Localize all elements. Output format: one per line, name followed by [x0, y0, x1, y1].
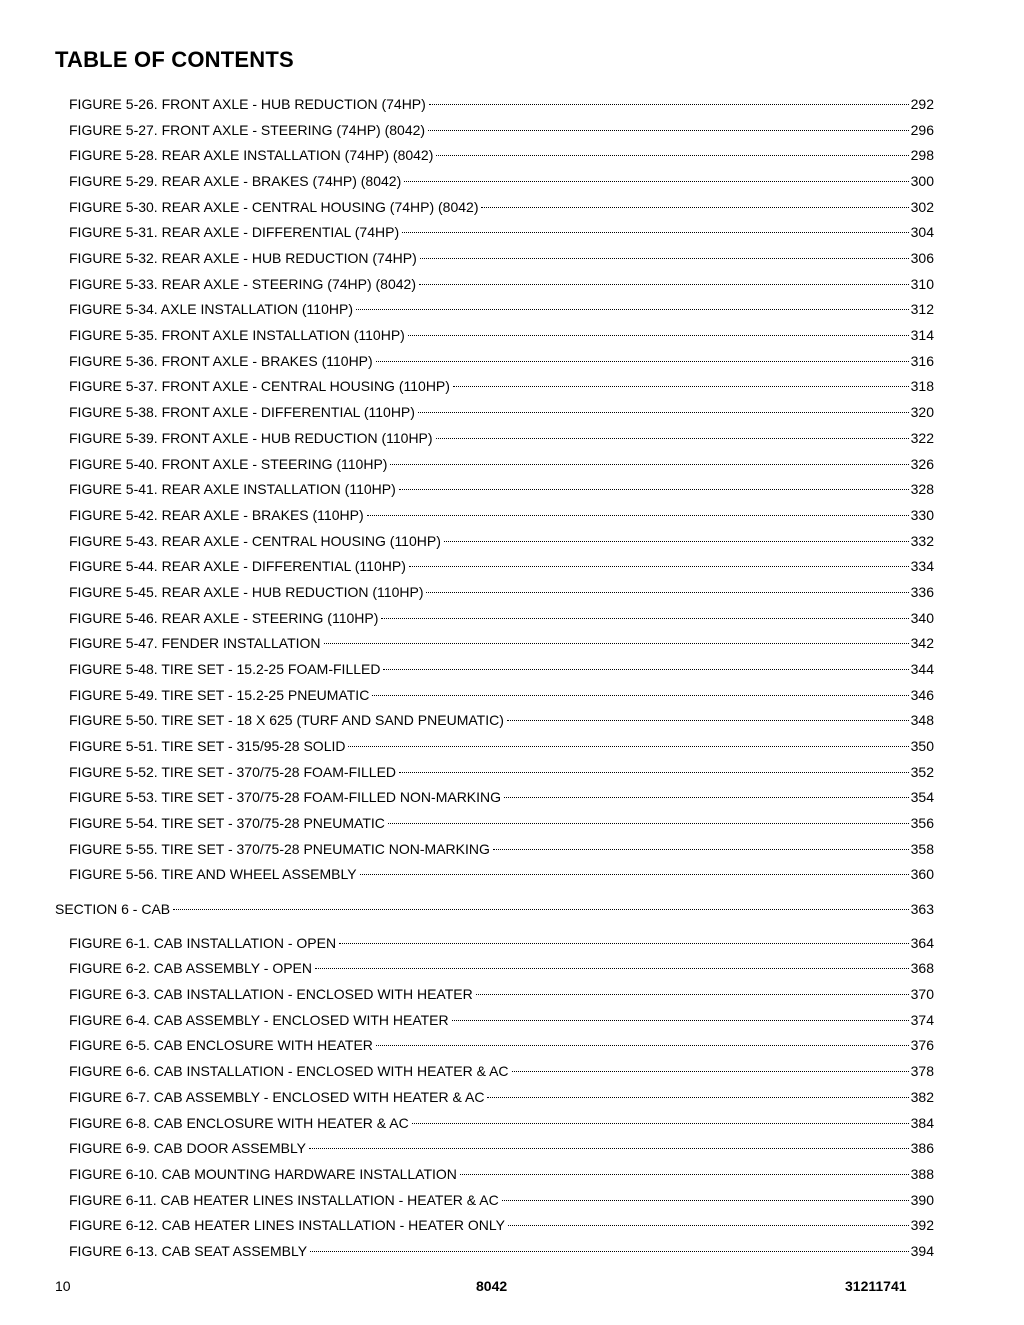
toc-entry[interactable]: [69, 1212, 934, 1233]
toc-entry-label: FIGURE 5-49. TIRE SET - 15.2-25 PNEUMATIC: [69, 687, 370, 703]
toc-entry-label: FIGURE 5-43. REAR AXLE - CENTRAL HOUSING (110HP): [69, 533, 441, 549]
toc-entry-label: FIGURE 5-47. FENDER INSTALLATION: [69, 635, 321, 651]
dot-leader: [434, 142, 909, 160]
dot-leader: [374, 348, 910, 366]
dot-leader: [410, 1110, 910, 1128]
toc-entry-label: FIGURE 5-33. REAR AXLE - STEERING (74HP) (8042): [69, 276, 416, 292]
dot-leader: [500, 1187, 910, 1205]
dot-leader: [426, 117, 910, 135]
toc-entry-label: FIGURE 5-48. TIRE SET - 15.2-25 FOAM-FILLED: [69, 661, 381, 677]
toc-entry-page: 302: [910, 199, 934, 215]
toc-entry-page: 342: [910, 635, 934, 651]
toc-entry[interactable]: [69, 930, 934, 951]
toc-entry-page: 356: [910, 815, 934, 831]
toc-entry-page: 364: [910, 935, 934, 951]
dot-leader: [434, 425, 910, 443]
dot-leader: [427, 91, 910, 109]
toc-entry-label: FIGURE 6-11. CAB HEATER LINES INSTALLATION - HEATER & AC: [69, 1192, 499, 1208]
toc-entry-label: FIGURE 5-45. REAR AXLE - HUB REDUCTION (110HP): [69, 584, 424, 600]
toc-entry-page: 322: [910, 430, 934, 446]
toc-entry-label: FIGURE 5-54. TIRE SET - 370/75-28 PNEUMATIC: [69, 815, 385, 831]
toc-entry-label: FIGURE 5-35. FRONT AXLE INSTALLATION (110HP): [69, 327, 405, 343]
dot-leader: [379, 605, 909, 623]
toc-section-entry[interactable]: [55, 896, 934, 917]
toc-entry-label: FIGURE 6-8. CAB ENCLOSURE WITH HEATER & AC: [69, 1115, 409, 1131]
toc-entry-page: 326: [910, 456, 934, 472]
toc-entry-page: 304: [910, 224, 934, 240]
dot-leader: [491, 836, 910, 854]
toc-entry[interactable]: [69, 296, 934, 317]
toc-entry-page: 346: [910, 687, 934, 703]
toc-entry-page: 312: [910, 301, 934, 317]
toc-entry[interactable]: [69, 1135, 934, 1156]
toc-entry-label: FIGURE 6-12. CAB HEATER LINES INSTALLATION - HEATER ONLY: [69, 1217, 505, 1233]
toc-entry[interactable]: [69, 656, 934, 677]
toc-entry-page: 394: [910, 1243, 934, 1259]
dot-leader: [374, 1032, 910, 1050]
toc-entry[interactable]: [69, 1238, 934, 1259]
dot-leader: [479, 194, 909, 212]
dot-leader: [388, 451, 909, 469]
toc-entry-page: 292: [910, 96, 934, 112]
toc-entry-page: 388: [910, 1166, 934, 1182]
toc-entry[interactable]: [69, 682, 934, 703]
toc-entry[interactable]: [69, 1110, 934, 1131]
toc-entry[interactable]: [69, 476, 934, 497]
toc-entry[interactable]: [69, 451, 934, 472]
toc-entry[interactable]: [69, 528, 934, 549]
toc-entry-label: FIGURE 6-9. CAB DOOR ASSEMBLY: [69, 1140, 307, 1156]
toc-entry[interactable]: [69, 168, 934, 189]
toc-entry-label: FIGURE 5-32. REAR AXLE - HUB REDUCTION (74HP): [69, 250, 417, 266]
toc-entry-label: FIGURE 5-34. AXLE INSTALLATION (110HP): [69, 301, 353, 317]
footer-part-number: 31211741: [845, 1278, 907, 1294]
toc-entry-page: 358: [910, 841, 934, 857]
toc-entry-label: FIGURE 5-40. FRONT AXLE - STEERING (110HP): [69, 456, 388, 472]
toc-entry-label: FIGURE 5-52. TIRE SET - 370/75-28 FOAM-FILLED: [69, 764, 397, 780]
toc-entry-label: FIGURE 5-26. FRONT AXLE - HUB REDUCTION (74HP): [69, 96, 426, 112]
toc-entry-label: FIGURE 5-38. FRONT AXLE - DIFFERENTIAL (110HP): [69, 404, 415, 420]
toc-entry[interactable]: [69, 142, 934, 163]
toc-entry-label: SECTION 6 - CAB: [55, 901, 171, 917]
toc-entry[interactable]: [69, 425, 934, 446]
toc-entry[interactable]: [69, 399, 934, 420]
toc-entry-label: FIGURE 6-4. CAB ASSEMBLY - ENCLOSED WITH HEATER: [69, 1012, 449, 1028]
toc-entry[interactable]: [69, 810, 934, 831]
toc-entry[interactable]: [69, 502, 934, 523]
dot-leader: [346, 733, 909, 751]
toc-entry[interactable]: [69, 759, 934, 780]
toc-entry-page: 336: [910, 584, 934, 600]
toc-entry-label: FIGURE 5-28. REAR AXLE INSTALLATION (74HP) (8042): [69, 147, 434, 163]
dot-leader: [505, 707, 910, 725]
toc-entry-page: 352: [910, 764, 934, 780]
toc-entry-page: 382: [910, 1089, 934, 1105]
toc-entry-label: FIGURE 5-30. REAR AXLE - CENTRAL HOUSING (74HP) (8042): [69, 199, 479, 215]
toc-entry-label: FIGURE 5-36. FRONT AXLE - BRAKES (110HP): [69, 353, 373, 369]
dot-leader: [451, 373, 910, 391]
toc-entry-page: 296: [910, 122, 934, 138]
toc-entry[interactable]: [69, 348, 934, 369]
toc-entry-page: 316: [910, 353, 934, 369]
dot-leader: [424, 579, 909, 597]
toc-entry-page: 370: [910, 986, 934, 1002]
toc-entry-page: 392: [910, 1217, 934, 1233]
toc-entry-page: 354: [910, 789, 934, 805]
toc-entry-page: 318: [910, 378, 934, 394]
toc-entry[interactable]: [69, 91, 934, 112]
toc-entry[interactable]: [69, 1084, 934, 1105]
dot-leader: [308, 1238, 910, 1256]
toc-entry-label: FIGURE 5-56. TIRE AND WHEEL ASSEMBLY: [69, 866, 357, 882]
toc-entry-label: FIGURE 5-39. FRONT AXLE - HUB REDUCTION (110HP): [69, 430, 433, 446]
toc-entry-label: FIGURE 5-37. FRONT AXLE - CENTRAL HOUSING (110HP): [69, 378, 450, 394]
toc-entry-label: FIGURE 6-7. CAB ASSEMBLY - ENCLOSED WITH HEATER & AC: [69, 1089, 485, 1105]
toc-entry-page: 363: [910, 901, 934, 917]
toc-entry-label: FIGURE 5-46. REAR AXLE - STEERING (110HP): [69, 610, 379, 626]
toc-entry[interactable]: [69, 836, 934, 857]
toc-entry-page: 340: [910, 610, 934, 626]
toc-entry-page: 298: [910, 147, 934, 163]
toc-entry-page: 348: [910, 712, 934, 728]
dot-leader: [365, 502, 910, 520]
dot-leader: [358, 861, 910, 879]
toc-entry[interactable]: [69, 861, 934, 882]
dot-leader: [407, 553, 910, 571]
dot-leader: [397, 759, 910, 777]
toc-entry-label: FIGURE 5-51. TIRE SET - 315/95-28 SOLID: [69, 738, 346, 754]
dot-leader: [386, 810, 910, 828]
toc-entry-label: FIGURE 6-2. CAB ASSEMBLY - OPEN: [69, 960, 312, 976]
toc-entry-page: 350: [910, 738, 934, 754]
toc-entry-page: 390: [910, 1192, 934, 1208]
toc-entry-label: FIGURE 6-6. CAB INSTALLATION - ENCLOSED WITH HEATER & AC: [69, 1063, 509, 1079]
toc-entry[interactable]: [69, 322, 934, 343]
toc-entry[interactable]: [69, 733, 934, 754]
toc-entry[interactable]: [69, 605, 934, 626]
dot-leader: [337, 930, 910, 948]
dot-leader: [400, 219, 910, 237]
toc-entry[interactable]: [69, 784, 934, 805]
toc-entry-label: FIGURE 5-41. REAR AXLE INSTALLATION (110HP): [69, 481, 396, 497]
toc-entry-page: 360: [910, 866, 934, 882]
toc-entry-label: FIGURE 5-50. TIRE SET - 18 X 625 (TURF AND SAND PNEUMATIC): [69, 712, 504, 728]
toc-entry-page: 320: [910, 404, 934, 420]
toc-entry-label: FIGURE 5-42. REAR AXLE - BRAKES (110HP): [69, 507, 364, 523]
toc-entry[interactable]: [69, 579, 934, 600]
toc-entry-label: FIGURE 5-53. TIRE SET - 370/75-28 FOAM-FILLED NON-MARKING: [69, 789, 502, 805]
toc-entry-page: 330: [910, 507, 934, 523]
toc-entry-page: 374: [910, 1012, 934, 1028]
toc-entry-label: FIGURE 5-27. FRONT AXLE - STEERING (74HP) (8042): [69, 122, 426, 138]
toc-entry-label: FIGURE 5-29. REAR AXLE - BRAKES (74HP) (8042): [69, 173, 402, 189]
dot-leader: [406, 322, 910, 340]
toc-entry-label: FIGURE 6-3. CAB INSTALLATION - ENCLOSED WITH HEATER: [69, 986, 473, 1002]
toc-entry-page: 384: [910, 1115, 934, 1131]
dot-leader: [416, 399, 910, 417]
toc-entry[interactable]: [69, 219, 934, 240]
toc-entry-page: 300: [910, 173, 934, 189]
dot-leader: [506, 1212, 910, 1230]
toc-entry[interactable]: [69, 955, 934, 976]
toc-entry-page: 344: [910, 661, 934, 677]
toc-entry-label: FIGURE 6-5. CAB ENCLOSURE WITH HEATER: [69, 1037, 373, 1053]
toc-entry-page: 376: [910, 1037, 934, 1053]
toc-entry[interactable]: [69, 245, 934, 266]
toc-entry[interactable]: [69, 981, 934, 1002]
toc-entry-page: 378: [910, 1063, 934, 1079]
dot-leader: [402, 168, 909, 186]
toc-entry[interactable]: [69, 1007, 934, 1028]
dot-leader: [450, 1007, 910, 1025]
page-title: TABLE OF CONTENTS: [55, 47, 294, 72]
toc-entry[interactable]: [69, 1161, 934, 1182]
toc-entry-label: FIGURE 5-31. REAR AXLE - DIFFERENTIAL (74HP): [69, 224, 400, 240]
dot-leader: [510, 1058, 910, 1076]
toc-entry-page: 368: [910, 960, 934, 976]
toc-entry[interactable]: [69, 117, 934, 138]
dot-leader: [307, 1135, 910, 1153]
dot-leader: [502, 784, 910, 802]
dot-leader: [442, 528, 910, 546]
toc-entry-page: 334: [910, 558, 934, 574]
toc-entry-page: 386: [910, 1140, 934, 1156]
toc-entry-page: 328: [910, 481, 934, 497]
toc-entry-label: FIGURE 6-10. CAB MOUNTING HARDWARE INSTALLATION: [69, 1166, 457, 1182]
dot-leader: [417, 271, 910, 289]
dot-leader: [485, 1084, 909, 1102]
dot-leader: [458, 1161, 910, 1179]
toc-entry-label: FIGURE 5-44. REAR AXLE - DIFFERENTIAL (110HP): [69, 558, 406, 574]
dot-leader: [322, 630, 910, 648]
dot-leader: [418, 245, 910, 263]
toc-entry[interactable]: [69, 373, 934, 394]
toc-entry[interactable]: [69, 1058, 934, 1079]
toc-entry-page: 314: [910, 327, 934, 343]
toc-entry[interactable]: [69, 271, 934, 292]
dot-leader: [354, 296, 910, 314]
dot-leader: [171, 896, 910, 914]
toc-entry[interactable]: [69, 707, 934, 728]
dot-leader: [397, 476, 910, 494]
toc-entry[interactable]: [69, 553, 934, 574]
toc-entry[interactable]: [69, 194, 934, 215]
footer-page-number: 10: [55, 1278, 71, 1294]
dot-leader: [474, 981, 910, 999]
toc-entry-page: 306: [910, 250, 934, 266]
dot-leader: [370, 682, 909, 700]
toc-entry-page: 310: [910, 276, 934, 292]
footer-model: 8042: [476, 1278, 508, 1294]
toc-entry[interactable]: [69, 1187, 934, 1208]
dot-leader: [313, 955, 910, 973]
toc-entry[interactable]: [69, 630, 934, 651]
toc-entry-label: FIGURE 6-13. CAB SEAT ASSEMBLY: [69, 1243, 308, 1259]
toc-entry[interactable]: [69, 1032, 934, 1053]
toc-entry-label: FIGURE 6-1. CAB INSTALLATION - OPEN: [69, 935, 337, 951]
dot-leader: [381, 656, 909, 674]
toc-entry-label: FIGURE 5-55. TIRE SET - 370/75-28 PNEUMATIC NON-MARKING: [69, 841, 490, 857]
toc-entry-page: 332: [910, 533, 934, 549]
